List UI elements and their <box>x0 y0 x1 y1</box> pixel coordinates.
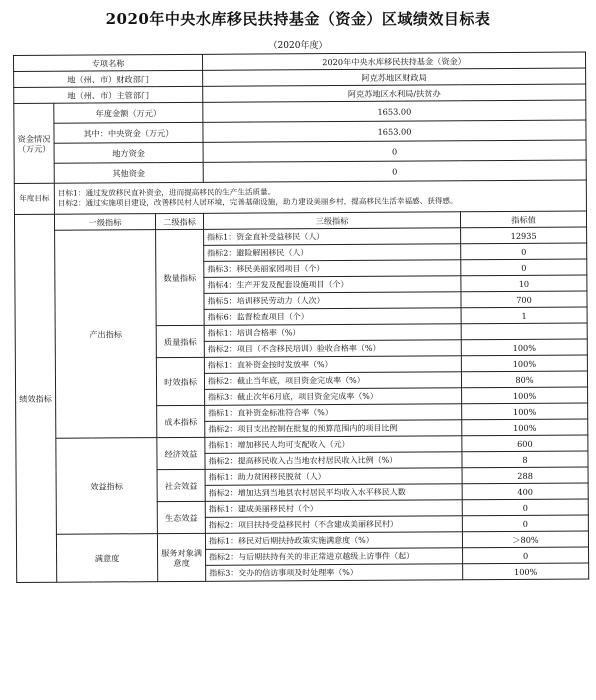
funding-section-label: 资金情况（万元） <box>14 103 54 183</box>
indicator-name: 指标1：培训合格率（%） <box>204 324 461 342</box>
level1-header: 一级指标 <box>54 214 155 231</box>
service-satisfaction-label: 服务对象满意度 <box>157 533 205 581</box>
goals-row <box>14 180 586 214</box>
year-label: （2020年度） <box>268 41 328 51</box>
satisfaction-indicator-label: 满意度 <box>56 534 157 583</box>
indicator-value: 100% <box>462 387 588 404</box>
indicator-name: 指标3：移民美丽家园项目（个） <box>204 260 461 278</box>
admin-dept-label: 地（州、市）主管部门 <box>14 86 203 103</box>
indicator-name: 指标2：项目（不含移民培训）验收合格率（%） <box>204 340 461 358</box>
indicator-name: 指标6：监督检查项目（个） <box>204 308 461 326</box>
goal-line-1: 目标1：通过发放移民直补资金，进而提高移民的生产生活质量。 <box>57 187 276 198</box>
indicator-value: 12935 <box>461 227 587 244</box>
indicator-name: 指标3：截止次年6月底，项目资金完成率（%） <box>205 388 462 406</box>
indicator-value: 10 <box>461 275 587 292</box>
indicator-name: 指标3：交办的信访事项及时处理率（%） <box>206 564 463 582</box>
economic-benefit-label: 经济效益 <box>157 437 205 469</box>
indicator-name: 指标2：避险解困移民（人） <box>204 244 461 262</box>
quantity-indicator-label: 数量指标 <box>156 229 205 325</box>
goal-line-2: 目标2：通过实施项目建设，改善移民村人居环境，完善基础设施，助力建设美丽乡村，提高移民生活幸福感、获得感。 <box>57 196 458 208</box>
value-header: 指标值 <box>460 211 586 228</box>
output-indicator-label: 产出指标 <box>55 230 157 439</box>
finance-dept-label: 地（州、市）财政部门 <box>14 70 203 87</box>
timeliness-indicator-label: 时效指标 <box>156 357 204 405</box>
funding-label: 其他资金 <box>54 162 203 183</box>
indicator-value: 8 <box>462 451 588 468</box>
indicator-name: 指标2：增加达到当地县农村居民平均收入水平移民人数 <box>205 484 462 502</box>
indicator-name: 指标1：助力贫困移民脱贫（人） <box>205 468 462 486</box>
funding-label: 其中：中央资金（万元） <box>54 122 203 143</box>
funding-value: 1653.00 <box>203 120 586 142</box>
indicator-name: 指标2：项目支出控制在批复的预算范围内的项目比例 <box>205 420 462 438</box>
project-name-label: 专项名称 <box>14 54 203 71</box>
indicator-value: 600 <box>462 435 588 452</box>
indicator-value: 100% <box>461 339 587 356</box>
finance-dept-value: 阿克苏地区财政局 <box>203 68 586 86</box>
benefit-indicator-label: 效益指标 <box>56 438 158 535</box>
indicator-value: 100% <box>461 355 587 372</box>
indicator-value: 100% <box>463 563 589 580</box>
indicator-name: 指标2：与后期扶持有关的非正常进京越级上访事件（起） <box>206 548 463 566</box>
funding-label: 地方资金 <box>54 142 203 163</box>
indicator-value: 100% <box>462 403 588 420</box>
indicator-value: 0 <box>462 515 588 532</box>
indicator-name: 指标1：移民对后期扶持政策实施满意度（%） <box>205 532 462 550</box>
indicator-name: 指标1：直补资金标准符合率（%） <box>205 404 462 422</box>
funding-value: 0 <box>203 160 586 182</box>
indicator-value: 80% <box>461 371 587 388</box>
indicator-value: 700 <box>461 291 587 308</box>
project-name-value: 2020年中央水库移民扶持基金（资金） <box>203 52 586 70</box>
target-table-sheet <box>13 52 589 683</box>
goals-label: 年度目标 <box>14 183 54 214</box>
indicator-value: 1 <box>461 307 587 324</box>
funding-label: 年度金额（万元） <box>54 102 203 123</box>
indicator-value: 0 <box>462 499 588 516</box>
indicator-name: 指标2：截止当年底，项目资金完成率（%） <box>204 372 461 390</box>
ecological-benefit-label: 生态效益 <box>157 501 205 533</box>
performance-target-table <box>13 51 589 582</box>
level3-header: 三级指标 <box>203 212 460 230</box>
indicator-name: 指标2：提高移民收入占当地农村居民收入比例（%） <box>205 452 462 470</box>
indicator-value: 0 <box>461 259 587 276</box>
indicator-name: 指标1：直补资金按时发放率（%） <box>204 356 461 374</box>
indicator-name: 指标1：资金直补受益移民（人） <box>204 228 461 246</box>
indicator-value <box>461 323 587 340</box>
indicator-value: 100% <box>462 419 588 436</box>
indicator-value: 400 <box>462 483 588 500</box>
funding-value: 1653.00 <box>203 100 586 122</box>
indicator-name: 指标1：增加移民人均可支配收入（元） <box>205 436 462 454</box>
indicator-name: 指标1：建成美丽移民村（个） <box>205 500 462 518</box>
indicator-name: 指标2：项目扶持受益移民村（不含建成美丽移民村） <box>205 516 462 534</box>
indicator-value: ＞80% <box>462 531 588 548</box>
page-title: 2020年中央水库移民扶持基金（资金）区域绩效目标表 <box>105 10 491 28</box>
funding-value: 0 <box>203 140 586 162</box>
level2-header: 二级指标 <box>155 213 203 229</box>
indicator-value: 0 <box>461 243 587 260</box>
indicator-name: 指标4：生产开发及配套设施项目（个） <box>204 276 461 294</box>
admin-dept-value: 阿克苏地区水利局/扶贫办 <box>203 84 586 102</box>
indicator-value: 288 <box>462 467 588 484</box>
goals-text <box>54 180 586 214</box>
indicator-value: 0 <box>463 547 589 564</box>
social-benefit-label: 社会效益 <box>157 469 205 501</box>
quality-indicator-label: 质量指标 <box>156 325 204 357</box>
cost-indicator-label: 成本指标 <box>157 405 205 437</box>
indicator-name: 指标5：培训移民劳动力（人次） <box>204 292 461 310</box>
performance-label: 绩效指标 <box>14 214 56 582</box>
